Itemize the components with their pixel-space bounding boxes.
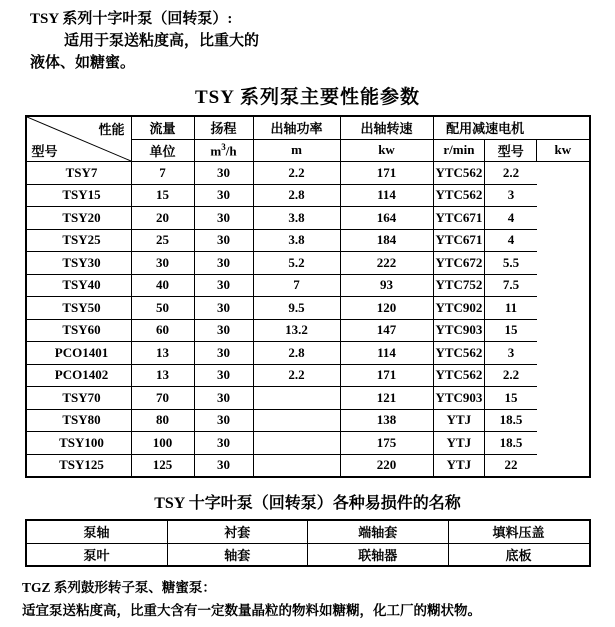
motor-model-cell: YTC903 — [433, 387, 485, 410]
table-header-row-top — [27, 117, 589, 139]
motor-kw-cell: 4 — [485, 229, 537, 252]
header-unit-label: 单位 — [131, 139, 194, 162]
header-motor-kw: kw — [537, 139, 589, 162]
parts-table — [27, 521, 589, 565]
footer-line-2: 适宜泵送粘度高，比重大含有一定数量晶粒的物料如糖糊，化工厂的糊状物。 — [22, 603, 481, 618]
table-row — [27, 162, 589, 185]
flow-cell: 50 — [131, 297, 194, 320]
table-row — [27, 297, 589, 320]
spec-table-container — [25, 115, 591, 478]
speed-cell: 184 — [340, 229, 433, 252]
power-cell: 2.8 — [253, 184, 340, 207]
intro-line-2: 液体、如糖蜜。 — [30, 55, 136, 71]
motor-kw-cell: 18.5 — [485, 409, 537, 432]
speed-cell: 164 — [340, 207, 433, 230]
model-cell: TSY80 — [27, 409, 132, 432]
motor-model-cell: YTC903 — [433, 319, 485, 342]
intro-heading: TSY 系列十字叶泵（回转泵）: — [30, 11, 233, 27]
flow-cell: 70 — [131, 387, 194, 410]
model-cell: PCO1401 — [27, 342, 132, 365]
speed-cell: 171 — [340, 162, 433, 185]
motor-kw-cell: 5.5 — [485, 252, 537, 275]
flow-cell: 125 — [131, 454, 194, 476]
flow-cell: 30 — [131, 252, 194, 275]
motor-model-cell: YTC562 — [433, 162, 485, 185]
speed-cell: 220 — [340, 454, 433, 476]
model-cell: TSY100 — [27, 432, 132, 455]
parts-table-title: TSY 十字叶泵（回转泵）各种易损件的名称 — [154, 495, 461, 512]
table-row — [27, 274, 589, 297]
power-cell: 2.8 — [253, 342, 340, 365]
power-cell: 9.5 — [253, 297, 340, 320]
speed-cell: 175 — [340, 432, 433, 455]
parts-cell: 轴套 — [167, 543, 308, 565]
table-row — [27, 252, 589, 275]
header-head-label: 扬程 — [194, 117, 253, 139]
model-cell: TSY70 — [27, 387, 132, 410]
spec-table-title: TSY 系列泵主要性能参数 — [194, 87, 420, 108]
head-cell: 30 — [194, 274, 253, 297]
motor-kw-cell: 4 — [485, 207, 537, 230]
table-row — [27, 207, 589, 230]
speed-cell: 222 — [340, 252, 433, 275]
table-row — [27, 409, 589, 432]
model-cell: TSY50 — [27, 297, 132, 320]
head-cell: 30 — [194, 409, 253, 432]
motor-model-cell: YTC562 — [433, 364, 485, 387]
motor-kw-cell: 18.5 — [485, 432, 537, 455]
model-cell: TSY15 — [27, 184, 132, 207]
motor-model-cell: YTC562 — [433, 342, 485, 365]
motor-kw-cell: 3 — [485, 184, 537, 207]
head-cell: 30 — [194, 387, 253, 410]
table-row — [27, 364, 589, 387]
power-cell: 13.2 — [253, 319, 340, 342]
model-cell: PCO1402 — [27, 364, 132, 387]
motor-kw-cell: 11 — [485, 297, 537, 320]
power-cell — [253, 387, 340, 410]
head-cell: 30 — [194, 207, 253, 230]
header-corner-performance: 性能 — [98, 122, 125, 137]
speed-cell: 171 — [340, 364, 433, 387]
head-cell: 30 — [194, 454, 253, 476]
spec-table — [27, 117, 589, 476]
model-cell: TSY60 — [27, 319, 132, 342]
table-row — [27, 184, 589, 207]
head-cell: 30 — [194, 432, 253, 455]
motor-model-cell: YTC902 — [433, 297, 485, 320]
motor-model-cell: YTJ — [433, 454, 485, 476]
intro-block — [0, 0, 615, 74]
power-cell: 7 — [253, 274, 340, 297]
parts-cell: 衬套 — [167, 521, 308, 543]
speed-cell: 114 — [340, 342, 433, 365]
parts-row — [27, 521, 589, 543]
flow-cell: 7 — [131, 162, 194, 185]
head-cell: 30 — [194, 229, 253, 252]
parts-cell: 底板 — [448, 543, 589, 565]
parts-cell: 泵轴 — [27, 521, 168, 543]
model-cell: TSY125 — [27, 454, 132, 476]
table-row — [27, 387, 589, 410]
flow-cell: 13 — [131, 342, 194, 365]
head-cell: 30 — [194, 252, 253, 275]
flow-cell: 20 — [131, 207, 194, 230]
motor-kw-cell: 22 — [485, 454, 537, 476]
speed-cell: 114 — [340, 184, 433, 207]
parts-cell: 泵叶 — [27, 543, 168, 565]
speed-cell: 120 — [340, 297, 433, 320]
motor-model-cell: YTC562 — [433, 184, 485, 207]
head-cell: 30 — [194, 184, 253, 207]
flow-cell: 100 — [131, 432, 194, 455]
intro-line-1: 适用于泵送粘度高，比重大的 — [64, 33, 260, 49]
speed-cell: 121 — [340, 387, 433, 410]
header-flow-label: 流量 — [131, 117, 194, 139]
head-cell: 30 — [194, 297, 253, 320]
table-row — [27, 454, 589, 476]
power-cell — [253, 454, 340, 476]
table-row — [27, 229, 589, 252]
head-cell: 30 — [194, 162, 253, 185]
parts-cell: 联轴器 — [308, 543, 449, 565]
header-motor-model: 型号 — [485, 139, 537, 162]
motor-kw-cell: 15 — [485, 387, 537, 410]
motor-model-cell: YTC672 — [433, 252, 485, 275]
header-corner-cell — [27, 117, 132, 162]
motor-model-cell: YTC671 — [433, 207, 485, 230]
power-cell — [253, 409, 340, 432]
model-cell: TSY30 — [27, 252, 132, 275]
footer-block — [0, 567, 615, 622]
power-cell — [253, 432, 340, 455]
parts-cell: 填料压盖 — [448, 521, 589, 543]
flow-cell: 60 — [131, 319, 194, 342]
header-speed-label: 出轴转速 — [340, 117, 433, 139]
header-flow-unit: $m^3/h$ — [194, 139, 253, 162]
parts-table-container — [25, 519, 591, 567]
footer-line-1: TGZ 系列鼓形转子泵、糖蜜泵： — [22, 580, 216, 595]
speed-cell: 93 — [340, 274, 433, 297]
header-power-unit: kw — [340, 139, 433, 162]
flow-cell: 15 — [131, 184, 194, 207]
flow-cell: 25 — [131, 229, 194, 252]
motor-model-cell: YTC671 — [433, 229, 485, 252]
table-row — [27, 432, 589, 455]
power-cell: 2.2 — [253, 162, 340, 185]
header-corner-model: 型号 — [31, 144, 58, 159]
motor-kw-cell: 15 — [485, 319, 537, 342]
speed-cell: 147 — [340, 319, 433, 342]
table-row — [27, 319, 589, 342]
model-cell: TSY40 — [27, 274, 132, 297]
motor-kw-cell: 2.2 — [485, 364, 537, 387]
motor-kw-cell: 2.2 — [485, 162, 537, 185]
power-cell: 3.8 — [253, 229, 340, 252]
parts-row — [27, 543, 589, 565]
model-cell: TSY25 — [27, 229, 132, 252]
motor-model-cell: YTC752 — [433, 274, 485, 297]
model-cell: TSY7 — [27, 162, 132, 185]
header-motor-label: 配用减速电机 — [433, 117, 537, 139]
model-cell: TSY20 — [27, 207, 132, 230]
head-cell: 30 — [194, 364, 253, 387]
flow-cell: 80 — [131, 409, 194, 432]
flow-cell: 40 — [131, 274, 194, 297]
flow-cell: 13 — [131, 364, 194, 387]
speed-cell: 138 — [340, 409, 433, 432]
table-row — [27, 342, 589, 365]
parts-cell: 端轴套 — [308, 521, 449, 543]
header-head-unit: m — [253, 139, 340, 162]
head-cell: 30 — [194, 319, 253, 342]
motor-kw-cell: 3 — [485, 342, 537, 365]
motor-kw-cell: 7.5 — [485, 274, 537, 297]
header-power-label: 出轴功率 — [253, 117, 340, 139]
power-cell: 5.2 — [253, 252, 340, 275]
motor-model-cell: YTJ — [433, 432, 485, 455]
head-cell: 30 — [194, 342, 253, 365]
power-cell: 2.2 — [253, 364, 340, 387]
header-speed-unit: r/min — [433, 139, 485, 162]
power-cell: 3.8 — [253, 207, 340, 230]
motor-model-cell: YTJ — [433, 409, 485, 432]
